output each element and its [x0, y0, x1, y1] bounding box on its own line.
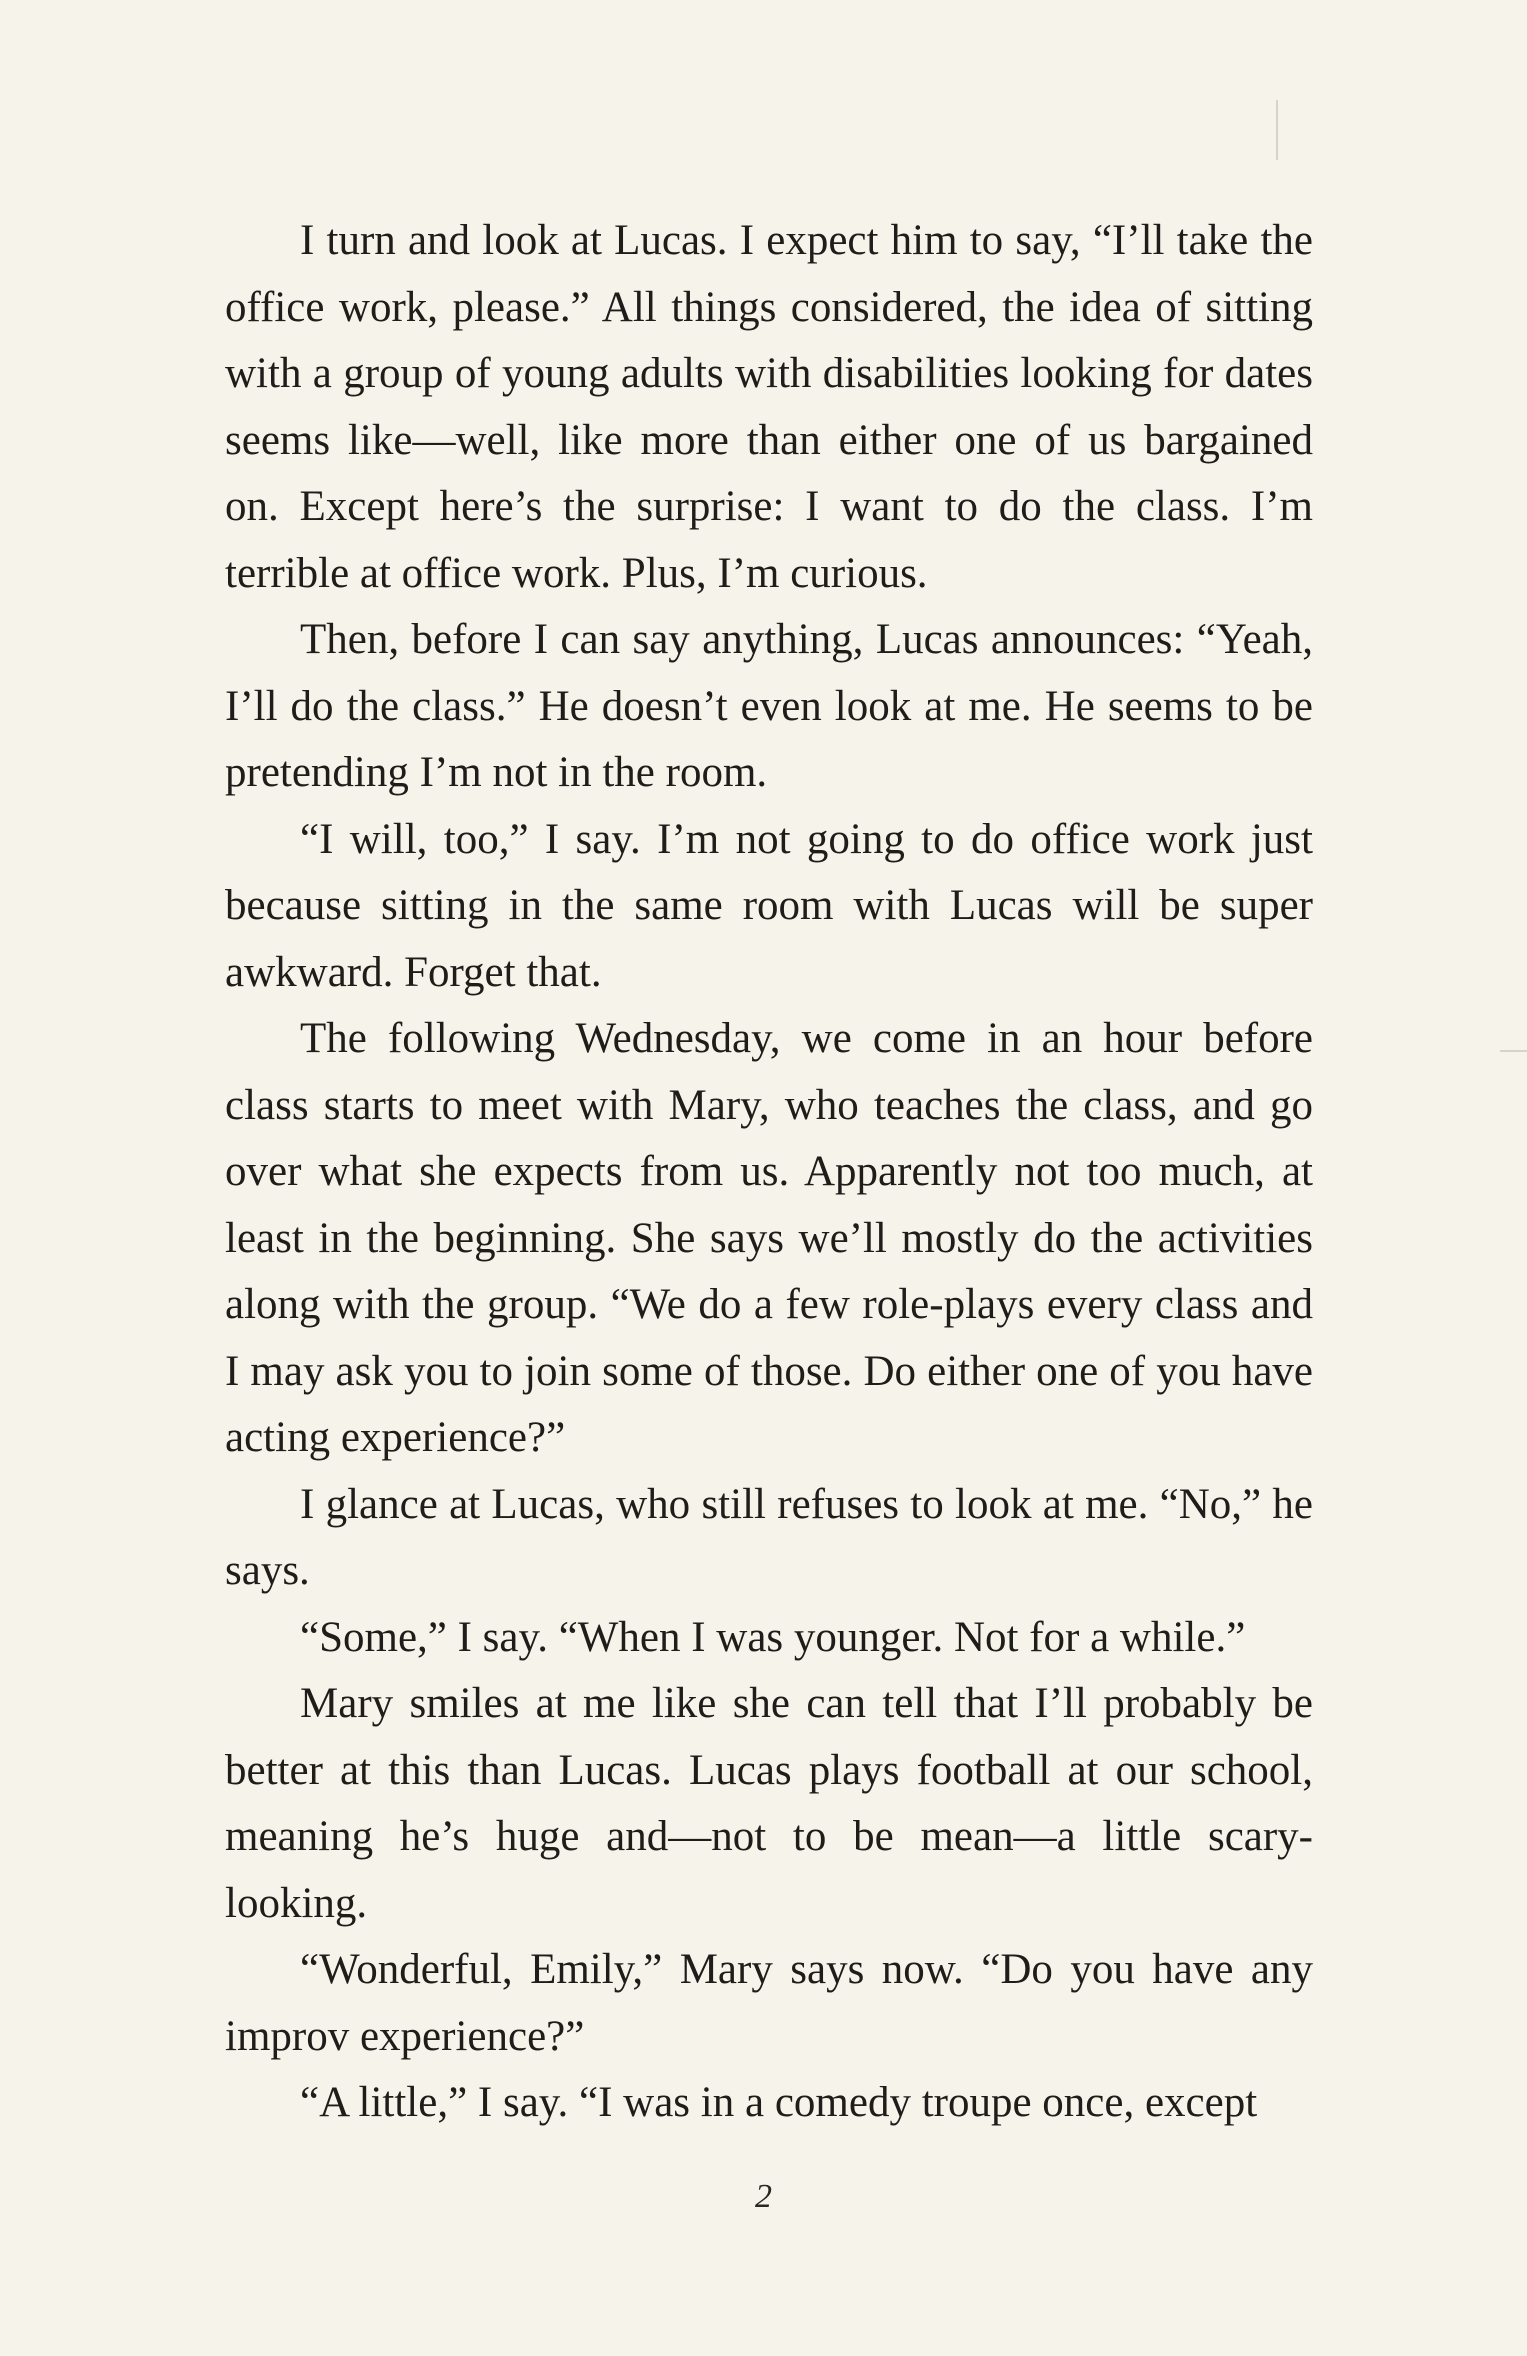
page-edge-mark [1276, 100, 1278, 160]
paragraph: “Some,” I say. “When I was younger. Not for a while.” [300, 1613, 1246, 1661]
body-text [225, 208, 1313, 2137]
paragraph: “A little,” I say. “I was in a comedy troupe once, except [300, 2079, 1258, 2126]
paragraph: Then, before I can say anything, Lucas announces: “Yeah, I’ll do the class.” He doesn’t even look at me. He seems to be pretending I’m not in the room. [225, 616, 1313, 796]
paragraph: The following Wednesday, we come in an hour before class starts to meet with Mary, who teaches the class, and go over what she expects from us. Apparently not too much, at least in the beginning. She says we’ll mostly do the activities along with the group. “We do a few role-plays every class and I may ask you to join some of those. Do either one of you have acting experience?” [225, 1015, 1313, 1461]
paragraph: I turn and look at Lucas. I expect him to say, “I’ll take the office work, please.” All things considered, the idea of sitting with a group of young adults with disabilities looking for dates seems like—well, like more than either one of us bargained on. Except here’s the surprise: I want to do the class. I’m terrible at office work. Plus, I’m curious. [225, 217, 1313, 597]
page-edge-mark [1500, 1050, 1527, 1052]
paragraph: Mary smiles at me like she can tell that I’ll probably be better at this than Lucas. Lucas plays football at our school, meaning he’s huge and—not to be mean—a little scary-looking. [225, 1680, 1313, 1927]
paragraph: I glance at Lucas, who still refuses to look at me. “No,” he says. [225, 1480, 1313, 1594]
paragraph: “Wonderful, Emily,” Mary says now. “Do you have any improv experience?” [225, 1946, 1313, 2060]
page-number: 2 [755, 2178, 772, 2215]
paragraph: “I will, too,” I say. I’m not going to do office work just because sitting in the same room with Lucas will be super awkward. Forget that. [225, 815, 1313, 996]
